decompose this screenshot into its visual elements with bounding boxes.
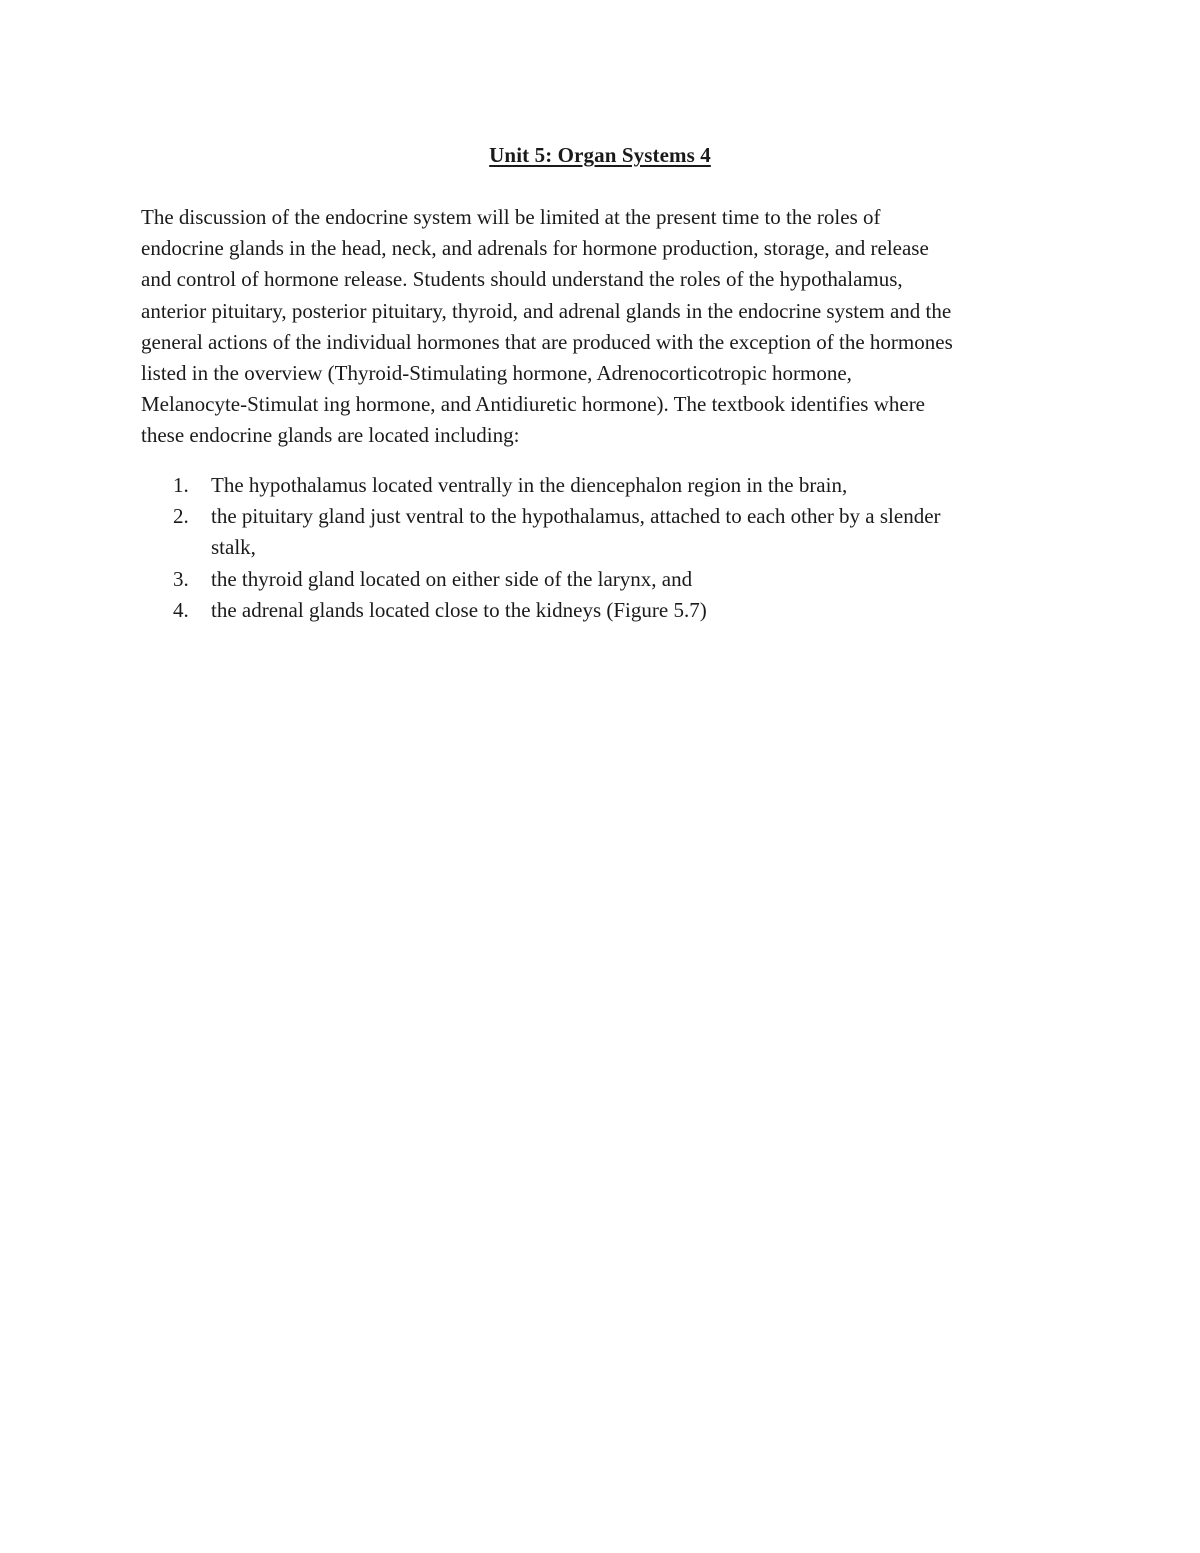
list-item — [141, 470, 1071, 501]
document-title: Unit 5: Organ Systems 4 — [489, 143, 711, 167]
paragraph-line: endocrine glands in the head, neck, and adrenals for hormone production, storage, and release — [141, 236, 929, 261]
gland-location-list — [141, 470, 1071, 626]
list-item — [141, 564, 1071, 595]
list-item — [141, 595, 1071, 626]
list-item — [141, 501, 1071, 563]
paragraph-line: Melanocyte-Stimulat ing hormone, and Antidiuretic hormone). The textbook identifies where — [141, 392, 926, 417]
paragraph-line: The discussion of the endocrine system will be limited at the present time to the roles of — [141, 205, 881, 229]
paragraph-line: general actions of the individual hormones that are produced with the exception of the hormones — [141, 329, 953, 354]
paragraph-line: and control of hormone release. Students should understand the roles of the hypothalamus, — [141, 267, 903, 292]
paragraph-line: listed in the overview (Thyroid-Stimulating hormone, Adrenocorticotropic hormone, — [141, 361, 852, 386]
list-item-text: the pituitary gland just ventral to the hypothalamus, attached to each other by a slender — [211, 504, 941, 529]
paragraph-line: these endocrine glands are located including: — [141, 423, 520, 448]
list-item-text: the adrenal glands located close to the kidneys (Figure 5.7) — [211, 597, 707, 622]
list-item-text: the thyroid gland located on either side of the larynx, and — [211, 566, 693, 591]
paragraph-line: anterior pituitary, posterior pituitary, thyroid, and adrenal glands in the endocrine system and the — [141, 298, 952, 323]
list-item-number: 3. — [173, 566, 189, 591]
list-item-text: stalk, — [211, 535, 256, 560]
list-item-number: 1. — [173, 473, 189, 497]
list-item-text: The hypothalamus located ventrally in the diencephalon region in the brain, — [211, 473, 848, 497]
list-item-number: 2. — [173, 504, 189, 529]
intro-paragraph — [141, 202, 1071, 452]
list-item-number: 4. — [173, 597, 189, 622]
